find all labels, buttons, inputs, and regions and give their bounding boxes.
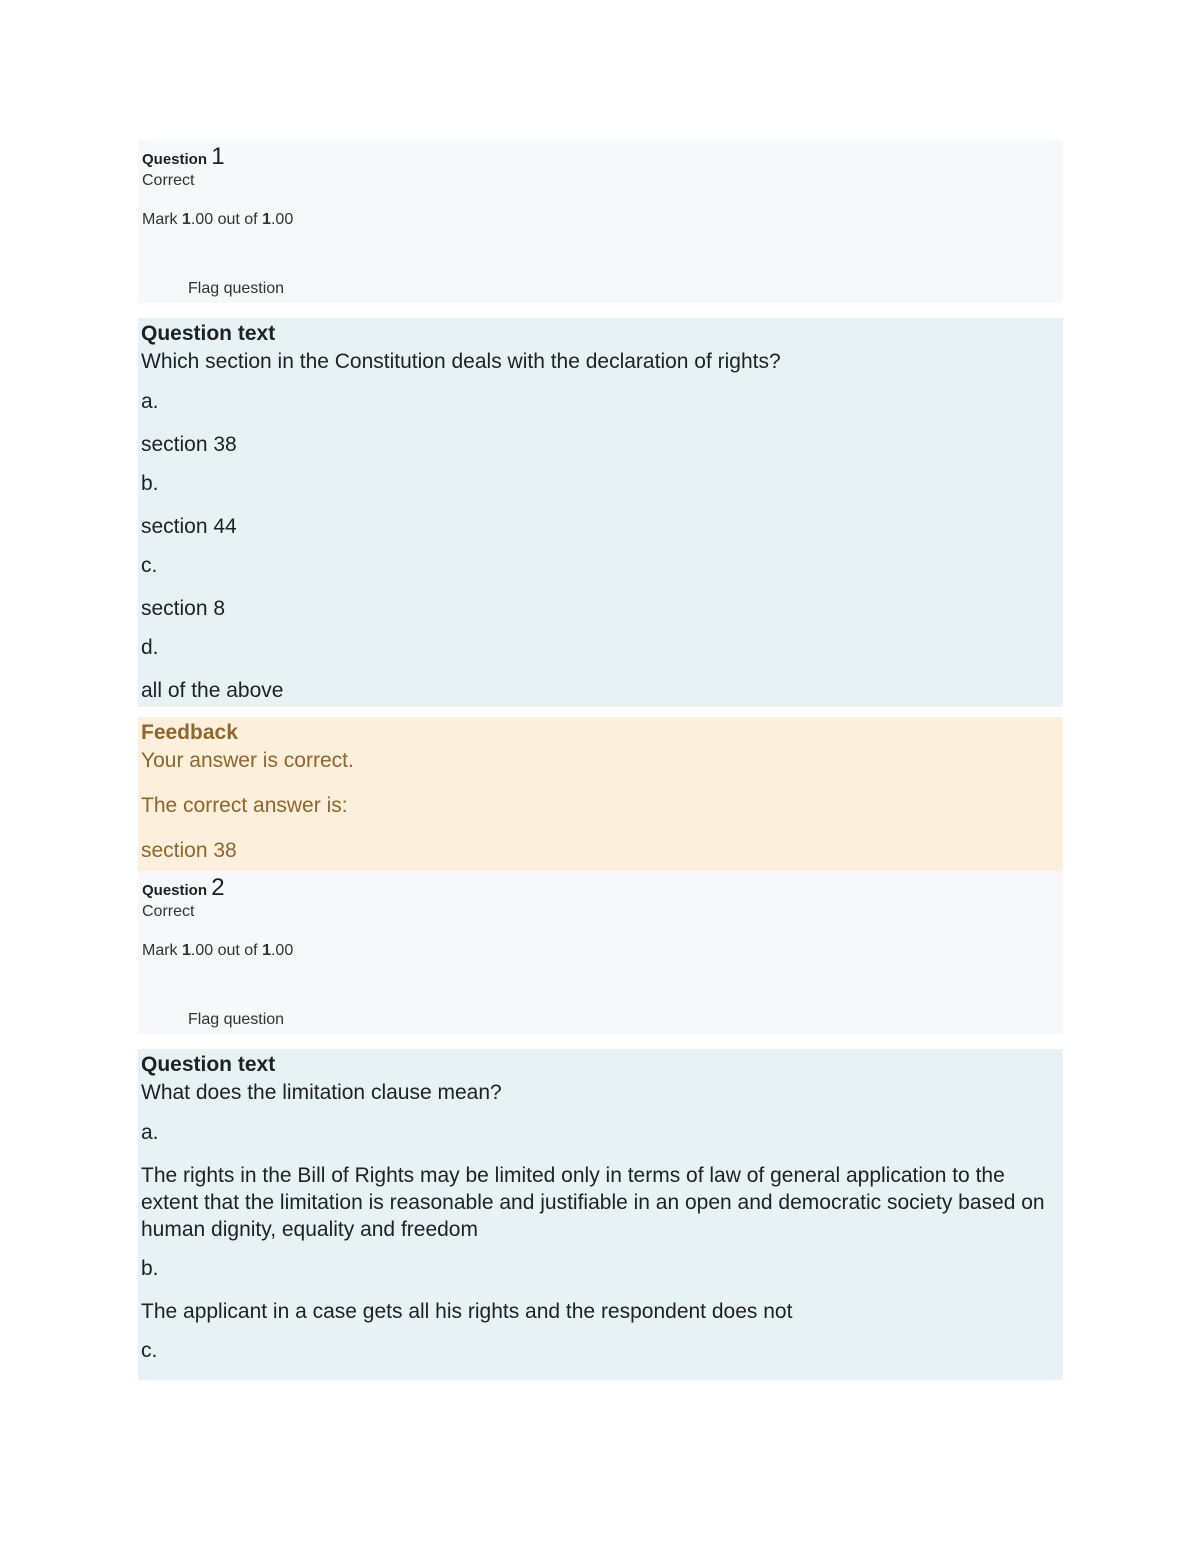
option-letter: a. [141, 1121, 159, 1144]
question-number: Question 1 [142, 143, 225, 170]
question-grade: Mark 1.00 out of 1.00 [142, 942, 294, 959]
flag-question-link[interactable]: Flag question [188, 1011, 285, 1028]
question-text: Which section in the Constitution deals with the declaration of rights? [141, 350, 781, 373]
question-state: Correct [142, 172, 195, 189]
question-1-info [138, 140, 1063, 303]
option-text[interactable]: The applicant in a case gets all his rights and the respondent does not [141, 1300, 793, 1323]
flag-question-link[interactable]: Flag question [188, 280, 285, 297]
question-2-info [138, 871, 1063, 1034]
quiz-review-page [138, 140, 1063, 1380]
question-text-heading: Question text [141, 1053, 276, 1076]
option-text[interactable]: section 8 [141, 597, 226, 620]
feedback-heading: Feedback [141, 721, 238, 744]
option-text[interactable]: The rights in the Bill of Rights may be limited only in terms of law of general application to the extent that the limitation is reasonable and justifiable in an open and democratic society based on human dignity, equality and freedom [141, 1164, 1045, 1241]
option-letter: a. [141, 390, 159, 413]
correct-answer-label: The correct answer is: [141, 794, 348, 817]
option-text[interactable]: section 38 [141, 433, 237, 456]
option-letter: b. [141, 1257, 159, 1280]
question-number: Question 2 [142, 874, 225, 901]
option-text[interactable]: section 44 [141, 515, 237, 538]
question-text: What does the limitation clause mean? [141, 1081, 502, 1104]
question-2-content [138, 1049, 1063, 1380]
option-text[interactable]: all of the above [141, 679, 284, 702]
correct-answer: section 38 [141, 839, 237, 862]
question-grade: Mark 1.00 out of 1.00 [142, 211, 294, 228]
question-state: Correct [142, 903, 195, 920]
feedback-result: Your answer is correct. [141, 749, 354, 772]
question-text-heading: Question text [141, 322, 276, 345]
option-letter: b. [141, 472, 159, 495]
question-1-content [138, 318, 1063, 707]
option-letter: c. [141, 554, 158, 577]
option-letter: c. [141, 1339, 158, 1362]
question-1-feedback [138, 717, 1063, 871]
option-letter: d. [141, 636, 159, 659]
